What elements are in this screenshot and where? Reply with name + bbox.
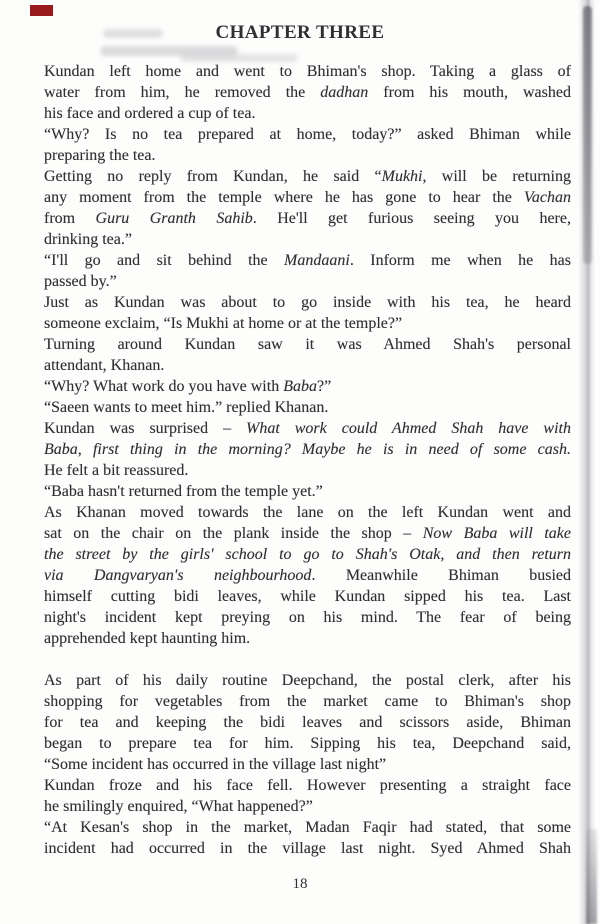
ink-ghost-smudge — [103, 29, 163, 38]
text-segment: night's incident kept preying on his mind. The fear of being — [44, 609, 571, 626]
text-line — [44, 565, 571, 586]
text-line — [44, 502, 571, 523]
page-number: 18 — [292, 876, 308, 892]
text-segment: from his mouth, washed — [368, 84, 571, 101]
text-segment: “At Kesan's shop in the market, Madan Faqir had stated, that some — [44, 819, 571, 836]
text-segment: preparing the tea. — [44, 147, 156, 164]
text-line — [44, 775, 571, 796]
text-line — [44, 733, 571, 754]
page-edge-shadow-top — [583, 6, 592, 264]
text-line — [44, 523, 571, 544]
text-line — [44, 145, 571, 166]
text-segment: , will be returning — [422, 168, 571, 185]
text-segment: “Why? Is no tea prepared at home, today?” asked Bhiman while — [44, 126, 571, 143]
body-text — [44, 61, 571, 859]
text-line — [44, 397, 571, 418]
text-line — [44, 796, 571, 817]
chapter-title: CHAPTER THREE — [215, 22, 385, 43]
text-segment: “Baba hasn't returned from the temple yet.” — [44, 483, 323, 500]
text-line — [44, 418, 571, 439]
text-line — [44, 460, 571, 481]
text-segment: “Saeen wants to meet him.” replied Khanan. — [44, 399, 329, 416]
text-line — [44, 271, 571, 292]
italic-text-segment: Mandaani — [284, 252, 350, 269]
text-line — [44, 544, 571, 565]
text-segment: Turning around Kundan saw it was Ahmed Shah's personal — [44, 336, 571, 353]
italic-text-segment: dadhan — [320, 84, 369, 101]
text-line — [44, 355, 571, 376]
italic-text-segment: Baba — [283, 378, 317, 395]
text-segment: himself cutting bidi leaves, while Kundan sipped his tea. Last — [44, 588, 571, 605]
italic-text-segment: What work could Ahmed Shah have with — [246, 420, 571, 437]
text-segment: he smilingly enquired, “What happened?” — [44, 798, 313, 815]
text-segment: “Some incident has occurred in the village last night” — [44, 756, 387, 773]
blank-line — [44, 649, 571, 670]
text-line — [44, 124, 571, 145]
text-segment: “I'll go and sit behind the — [44, 252, 285, 269]
text-segment: any moment from the temple where he has gone to hear the — [44, 189, 524, 206]
text-line — [44, 103, 571, 124]
text-segment: Kundan froze and his face fell. However presenting a straight face — [44, 777, 571, 794]
text-line — [44, 208, 571, 229]
text-line — [44, 607, 571, 628]
red-scan-mark — [30, 5, 53, 16]
text-segment: As Khanan moved towards the lane on the left Kundan went and — [44, 504, 571, 521]
text-segment: Kundan was surprised – — [44, 420, 247, 437]
text-segment: “Why? What work do you have with — [44, 378, 284, 395]
text-segment: Getting no reply from Kundan, he said “ — [44, 168, 382, 185]
text-line — [44, 838, 571, 859]
text-segment: . He'll get furious seeing you here, — [252, 210, 571, 227]
italic-text-segment: the street by the girls' school to go to Shah's Otak, and then return — [44, 546, 571, 563]
text-line — [44, 166, 571, 187]
text-line — [44, 313, 571, 334]
page-edge-shadow-bottom — [586, 829, 597, 924]
text-segment: his face and ordered a cup of tea. — [44, 105, 256, 122]
italic-text-segment: Vachan — [523, 189, 571, 206]
text-line — [44, 817, 571, 838]
text-line — [44, 439, 571, 460]
text-line — [44, 586, 571, 607]
text-line — [44, 292, 571, 313]
text-line — [44, 250, 571, 271]
text-line — [44, 754, 571, 775]
italic-text-segment: Guru Granth Sahib — [95, 210, 253, 227]
text-line — [44, 712, 571, 733]
text-line — [44, 334, 571, 355]
text-segment: passed by.” — [44, 273, 117, 290]
text-segment: began to prepare tea for him. Sipping his tea, Deepchand said, — [44, 735, 571, 752]
italic-text-segment: via Dangvaryan's neighbourhood — [44, 567, 312, 584]
text-line — [44, 187, 571, 208]
text-line — [44, 481, 571, 502]
text-segment: apprehended kept haunting him. — [44, 630, 251, 647]
text-line — [44, 82, 571, 103]
text-segment: . Meanwhile Bhiman busied — [311, 567, 571, 584]
text-segment: incident had occurred in the village last night. Syed Ahmed Shah — [44, 840, 571, 857]
italic-text-segment: Mukhi — [381, 168, 423, 185]
text-segment: drinking tea.” — [44, 231, 132, 248]
text-segment: sat on the chair on the plank inside the shop – — [44, 525, 423, 542]
text-line — [44, 61, 571, 82]
text-segment: . Inform me when he has — [349, 252, 571, 269]
italic-text-segment: Baba, first thing in the morning? Maybe he is in need of some cash. — [44, 441, 571, 458]
text-line — [44, 229, 571, 250]
text-line — [44, 628, 571, 649]
text-segment: As part of his daily routine Deepchand, the postal clerk, after his — [44, 672, 571, 689]
italic-text-segment: Now Baba will take — [422, 525, 571, 542]
text-segment: someone exclaim, “Is Mukhi at home or at the temple?” — [44, 315, 403, 332]
text-line — [44, 691, 571, 712]
text-segment: from — [44, 210, 96, 227]
text-segment: attendant, Khanan. — [44, 357, 165, 374]
text-segment: Kundan left home and went to Bhiman's shop. Taking a glass of — [44, 63, 571, 80]
text-segment: Just as Kundan was about to go inside with his tea, he heard — [44, 294, 571, 311]
text-segment: shopping for vegetables from the market came to Bhiman's shop — [44, 693, 571, 710]
text-segment: He felt a bit reassured. — [44, 462, 189, 479]
text-line — [44, 376, 571, 397]
text-segment: ?” — [316, 378, 332, 395]
text-segment: water from him, he removed the — [44, 84, 321, 101]
text-segment: for tea and keeping the bidi leaves and scissors aside, Bhiman — [44, 714, 571, 731]
text-line — [44, 670, 571, 691]
